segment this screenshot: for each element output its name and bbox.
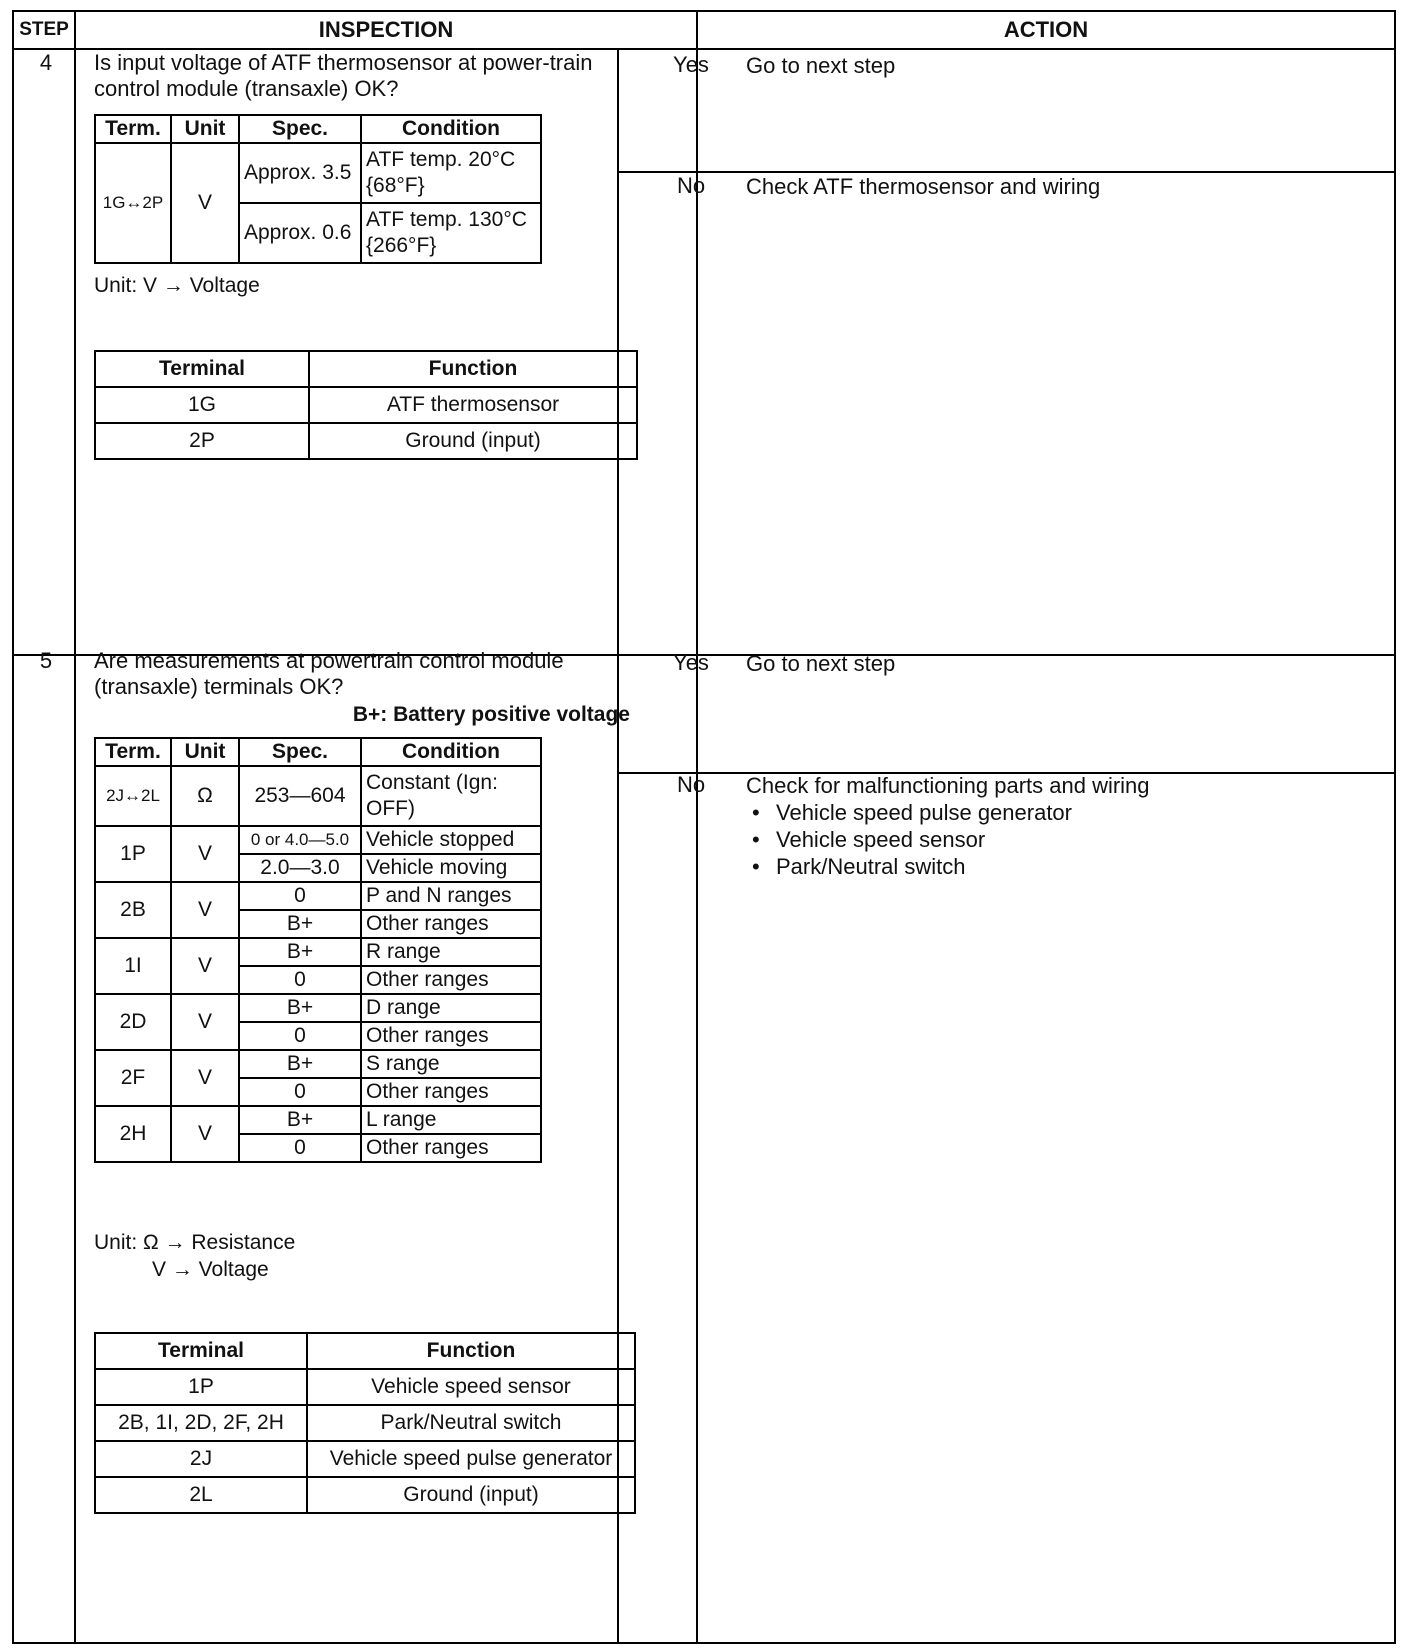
bullet-list — [746, 799, 1166, 880]
no-action: Check for malfunctioning parts and wiring — [746, 773, 1150, 798]
table-cell-unit: V — [171, 938, 239, 994]
table-cell-condition: Vehicle moving — [361, 854, 541, 882]
table-cell-condition: Other ranges — [361, 1078, 541, 1106]
step-question: Are measurements at powertrain control module (transaxle) terminals OK? — [94, 648, 564, 699]
step-number: 4 — [39, 50, 53, 75]
divider — [696, 12, 698, 1642]
no-action-block — [746, 772, 1166, 880]
header-step: STEP — [19, 19, 69, 40]
table-cell-terminal: 2P — [95, 423, 309, 459]
list-item: • Park/Neutral switch — [746, 853, 1166, 880]
table-cell-function: Park/Neutral switch — [307, 1405, 635, 1441]
column-header: Unit — [171, 115, 239, 143]
unit-note: Unit: Ω → Resistance — [94, 1231, 296, 1254]
table-cell-spec: 0 or 4.0—5.0 — [239, 826, 361, 854]
table-cell-unit: Ω — [171, 766, 239, 826]
table-cell-unit: V — [171, 826, 239, 882]
table-cell-unit: V — [171, 1106, 239, 1162]
table-cell-unit: V — [171, 882, 239, 938]
divider — [74, 12, 76, 1642]
table-cell-condition: Other ranges — [361, 1022, 541, 1050]
table-cell-condition: Constant (Ign: OFF) — [361, 766, 541, 826]
table-cell-condition: Other ranges — [361, 966, 541, 994]
table-cell-spec: 0 — [239, 1078, 361, 1106]
function-table — [94, 1332, 636, 1514]
list-item: • Vehicle speed pulse generator — [746, 799, 1166, 826]
table-cell-term: 2H — [95, 1106, 171, 1162]
table-cell-spec: B+ — [239, 910, 361, 938]
spec-table — [94, 737, 542, 1163]
header-inspection: INSPECTION — [318, 17, 454, 42]
column-header: Spec. — [239, 738, 361, 766]
table-cell-term: 2D — [95, 994, 171, 1050]
table-cell-unit: V — [171, 994, 239, 1050]
table-cell-terminal: 1P — [95, 1369, 307, 1405]
table-cell-term: 2B — [95, 882, 171, 938]
no-label: No — [676, 772, 706, 797]
column-header: Terminal — [95, 1333, 307, 1369]
b-plus-note: B+: Battery positive voltage — [352, 703, 630, 726]
table-cell-terminal: 2B, 1I, 2D, 2F, 2H — [95, 1405, 307, 1441]
table-cell-condition: S range — [361, 1050, 541, 1078]
table-cell-condition: D range — [361, 994, 541, 1022]
table-cell-condition: Other ranges — [361, 1134, 541, 1162]
table-cell-function: ATF thermosensor — [309, 387, 637, 423]
table-cell-unit: V — [171, 1050, 239, 1106]
column-header: Term. — [95, 115, 171, 143]
table-cell-spec: 253—604 — [239, 766, 361, 826]
column-header: Terminal — [95, 351, 309, 387]
table-cell-term: 2J↔2L — [95, 766, 171, 826]
yes-action: Go to next step — [746, 53, 896, 78]
table-cell-unit: V — [171, 143, 239, 263]
step-number: 5 — [39, 648, 53, 673]
table-cell-spec: Approx. 3.5 — [239, 143, 361, 203]
table-cell-condition: ATF temp. 130°C {266°F} — [361, 203, 541, 263]
table-cell-function: Vehicle speed sensor — [307, 1369, 635, 1405]
table-cell-function: Ground (input) — [307, 1477, 635, 1513]
table-cell-spec: 2.0—3.0 — [239, 854, 361, 882]
spec-table — [94, 114, 542, 264]
table-cell-condition: Other ranges — [361, 910, 541, 938]
table-cell-term: 1G↔2P — [95, 143, 171, 263]
unit-note: Unit: V → Voltage — [94, 274, 260, 297]
column-header: Term. — [95, 738, 171, 766]
table-cell-function: Ground (input) — [309, 423, 637, 459]
table-cell-spec: B+ — [239, 938, 361, 966]
table-cell-spec: B+ — [239, 1106, 361, 1134]
table-cell-condition: ATF temp. 20°C {68°F} — [361, 143, 541, 203]
no-label: No — [676, 173, 706, 198]
table-cell-spec: 0 — [239, 1134, 361, 1162]
column-header: Unit — [171, 738, 239, 766]
list-item: • Vehicle speed sensor — [746, 826, 1166, 853]
column-header: Condition — [361, 115, 541, 143]
table-cell-condition: L range — [361, 1106, 541, 1134]
table-cell-spec: 0 — [239, 966, 361, 994]
no-action: Check ATF thermosensor and wiring — [746, 174, 1101, 199]
table-cell-term: 2F — [95, 1050, 171, 1106]
column-header: Spec. — [239, 115, 361, 143]
table-cell-term: 1I — [95, 938, 171, 994]
yes-label: Yes — [673, 650, 709, 675]
table-cell-function: Vehicle speed pulse generator — [307, 1441, 635, 1477]
yes-action: Go to next step — [746, 651, 896, 676]
table-cell-term: 1P — [95, 826, 171, 882]
table-cell-spec: B+ — [239, 1050, 361, 1078]
column-header: Condition — [361, 738, 541, 766]
table-cell-spec: 0 — [239, 1022, 361, 1050]
table-cell-terminal: 2J — [95, 1441, 307, 1477]
table-cell-terminal: 1G — [95, 387, 309, 423]
table-cell-spec: 0 — [239, 882, 361, 910]
unit-note: V → Voltage — [152, 1258, 269, 1281]
table-cell-terminal: 2L — [95, 1477, 307, 1513]
header-action: ACTION — [1003, 17, 1089, 42]
column-header: Function — [307, 1333, 635, 1369]
table-cell-condition: Vehicle stopped — [361, 826, 541, 854]
yes-label: Yes — [673, 52, 709, 77]
table-cell-spec: Approx. 0.6 — [239, 203, 361, 263]
table-cell-spec: B+ — [239, 994, 361, 1022]
table-cell-condition: P and N ranges — [361, 882, 541, 910]
column-header: Function — [309, 351, 637, 387]
step-question: Is input voltage of ATF thermosensor at power-train control module (transaxle) OK? — [94, 50, 593, 101]
function-table — [94, 350, 638, 460]
table-cell-condition: R range — [361, 938, 541, 966]
